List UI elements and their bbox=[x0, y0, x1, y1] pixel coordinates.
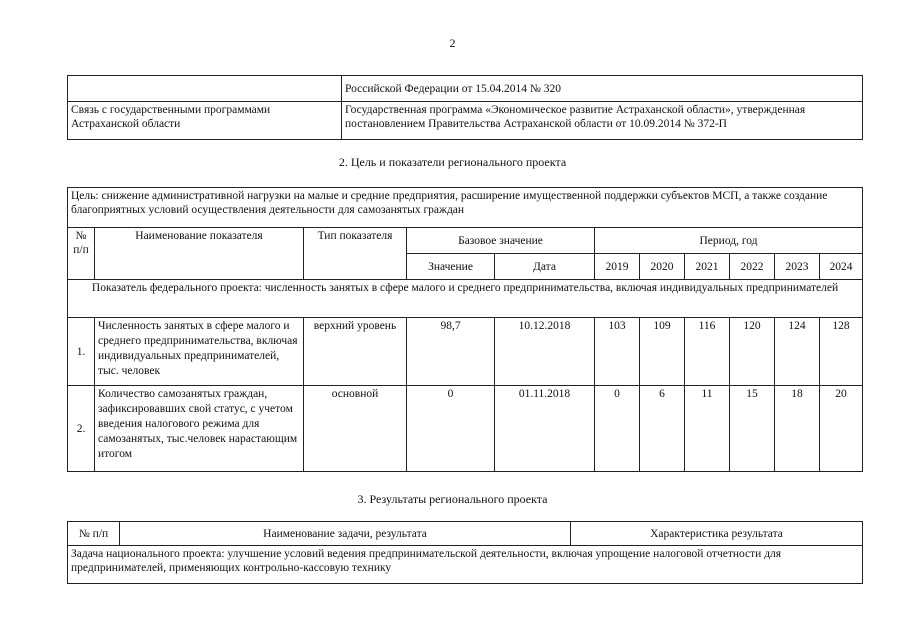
indicator-name: Количество самозанятых граждан, зафиксировавших свой статус, с учетом введения налогового режима для самозанятых, тыс.человек нарастающим итогом bbox=[95, 386, 304, 472]
project-goal: Цель: снижение административной нагрузки на малые и средние предприятия, расширение имущественной поддержки субъектов МСП, а также создание благоприятных условий осуществления деятельности для самозанятых граждан bbox=[68, 188, 863, 228]
results-table bbox=[67, 521, 863, 584]
header-name: Наименование показателя bbox=[95, 228, 304, 280]
year-value: 6 bbox=[640, 386, 685, 472]
federal-indicator: Показатель федерального проекта: численность занятых в сфере малого и среднего предпринимательства, включая индивидуальных предпринимателей bbox=[68, 280, 863, 318]
year-value: 103 bbox=[595, 318, 640, 386]
project-info-table bbox=[67, 75, 863, 140]
header-year: 2021 bbox=[685, 254, 730, 280]
base-value: 98,7 bbox=[407, 318, 495, 386]
header-type: Тип показателя bbox=[304, 228, 407, 280]
header-year: 2024 bbox=[820, 254, 863, 280]
programs-link-value: Государственная программа «Экономическое развитие Астраханской области», утвержденная постановлением Правительства Астраханской области от 10.09.2014 № 372-П bbox=[342, 102, 863, 140]
header-period: Период, год bbox=[595, 228, 863, 254]
indicator-type: основной bbox=[304, 386, 407, 472]
year-value: 124 bbox=[775, 318, 820, 386]
header-year: 2020 bbox=[640, 254, 685, 280]
page-number: 2 bbox=[449, 36, 456, 50]
row-num: 2. bbox=[68, 386, 95, 472]
header-year: 2023 bbox=[775, 254, 820, 280]
header-base: Базовое значение bbox=[407, 228, 595, 254]
header-date: Дата bbox=[495, 254, 595, 280]
year-value: 109 bbox=[640, 318, 685, 386]
section-3-title: 3. Результаты регионального проекта bbox=[357, 492, 548, 506]
table-row bbox=[68, 318, 863, 386]
year-value: 20 bbox=[820, 386, 863, 472]
indicators-table bbox=[67, 187, 863, 472]
year-value: 120 bbox=[730, 318, 775, 386]
year-value: 18 bbox=[775, 386, 820, 472]
year-value: 11 bbox=[685, 386, 730, 472]
base-value: 0 bbox=[407, 386, 495, 472]
header-value: Значение bbox=[407, 254, 495, 280]
results-header-name: Наименование задачи, результата bbox=[120, 522, 571, 546]
table-row bbox=[68, 386, 863, 472]
national-task: Задача национального проекта: улучшение условий ведения предпринимательской деятельности, включая упрощение налоговой отчетности для предпринимателей, применяющих контрольно-кассовую технику bbox=[68, 546, 863, 584]
results-header-char: Характеристика результата bbox=[571, 522, 863, 546]
year-value: 0 bbox=[595, 386, 640, 472]
year-value: 15 bbox=[730, 386, 775, 472]
year-value: 128 bbox=[820, 318, 863, 386]
base-date: 01.11.2018 bbox=[495, 386, 595, 472]
empty-cell bbox=[68, 76, 342, 102]
year-value: 116 bbox=[685, 318, 730, 386]
section-2-title: 2. Цель и показатели регионального проекта bbox=[338, 155, 567, 169]
regulation-reference: Российской Федерации от 15.04.2014 № 320 bbox=[342, 76, 863, 102]
base-date: 10.12.2018 bbox=[495, 318, 595, 386]
indicator-name: Численность занятых в сфере малого и среднего предпринимательства, включая индивидуальных предпринимателей, тыс. человек bbox=[95, 318, 304, 386]
indicator-type: верхний уровень bbox=[304, 318, 407, 386]
header-year: 2019 bbox=[595, 254, 640, 280]
programs-link-label: Связь с государственными программами Астраханской области bbox=[68, 102, 342, 140]
results-header-num: № п/п bbox=[68, 522, 120, 546]
row-num: 1. bbox=[68, 318, 95, 386]
header-year: 2022 bbox=[730, 254, 775, 280]
header-num: № п/п bbox=[68, 228, 95, 280]
